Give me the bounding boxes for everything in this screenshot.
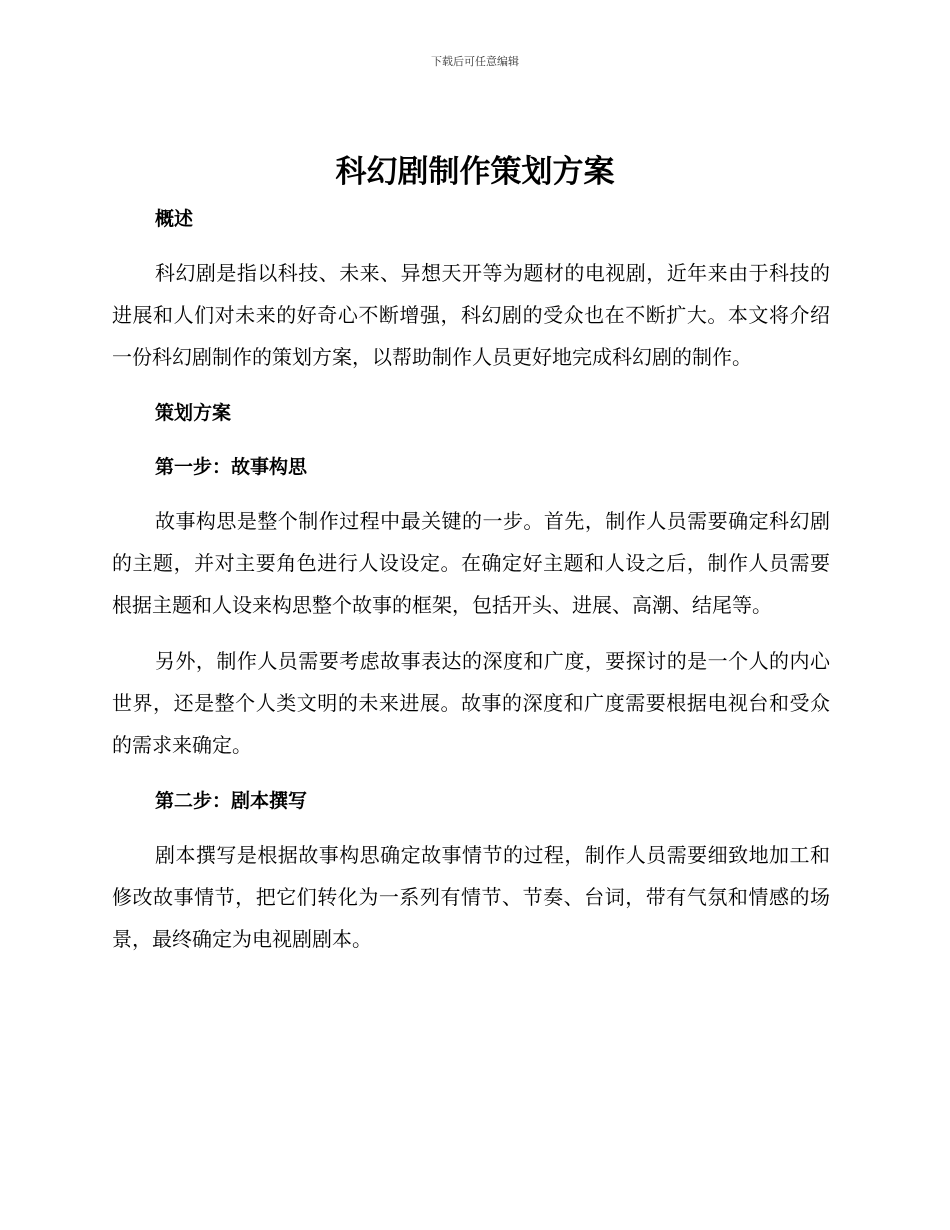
overview-heading: 概述 [155, 208, 194, 230]
step1-paragraph-1: 故事构思是整个制作过程中最关键的一步。首先，制作人员需要确定科幻剧的主题，并对主要角色进行人设设定。在确定好主题和人设之后，制作人员需要根据主题和人设来构思整个故事的框架，包括开头、进展、高潮、结尾等。 [112, 509, 830, 617]
step2-heading: 第二步：剧本撰写 [155, 790, 308, 812]
step1-heading: 第一步：故事构思 [155, 456, 308, 478]
step1-paragraph-2: 另外，制作人员需要考虑故事表达的深度和广度，要探讨的是一个人的内心世界，还是整个人类文明的未来进展。故事的深度和广度需要根据电视台和受众的需求来确定。 [112, 649, 830, 757]
overview-paragraph: 科幻剧是指以科技、未来、异想天开等为题材的电视剧，近年来由于科技的进展和人们对未来的好奇心不断增强，科幻剧的受众也在不断扩大。本文将介绍一份科幻剧制作的策划方案，以帮助制作人员更好地完成科幻剧的制作。 [112, 261, 830, 369]
document-body [112, 198, 830, 960]
page-header-note: 下载后可任意编辑 [431, 55, 519, 68]
document-title: 科幻剧制作策划方案 [335, 154, 615, 190]
step2-paragraph: 剧本撰写是根据故事构思确定故事情节的过程，制作人员需要细致地加工和修改故事情节，把它们转化为一系列有情节、节奏、台词，带有气氛和情感的场景，最终确定为电视剧剧本。 [112, 843, 830, 951]
plan-heading: 策划方案 [155, 402, 232, 424]
